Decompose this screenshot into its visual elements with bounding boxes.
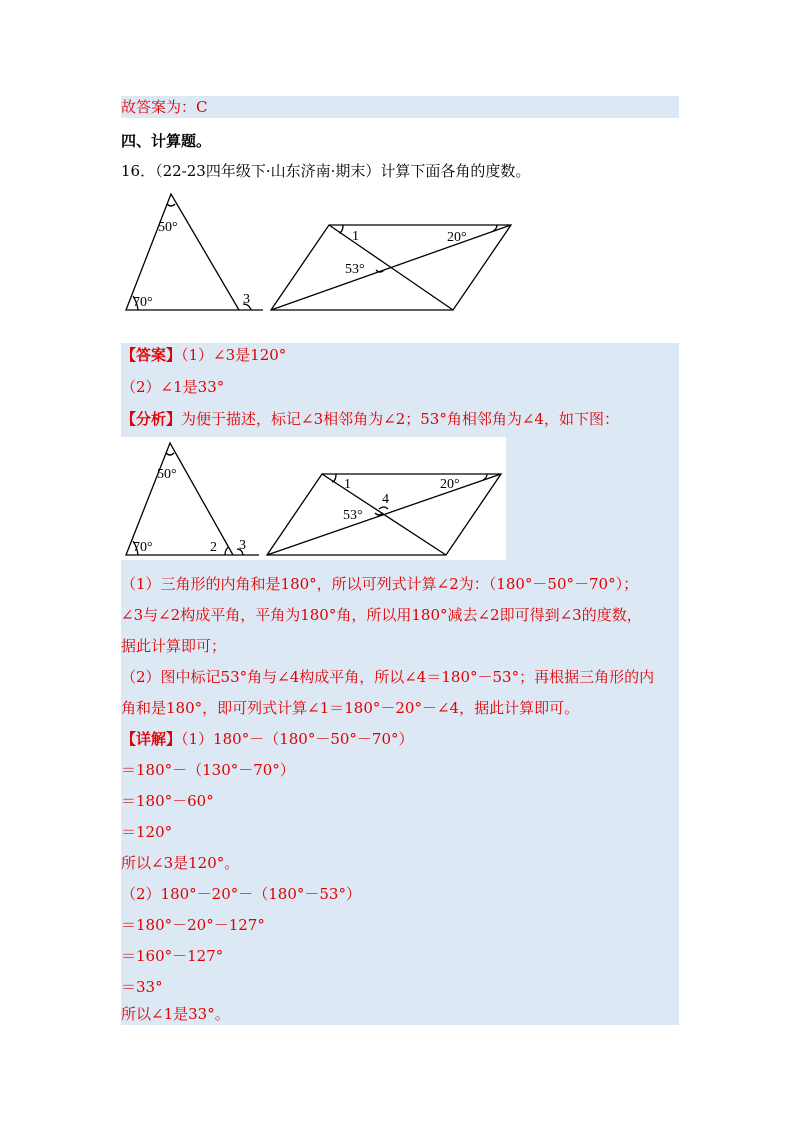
prev-answer: 故答案为：C	[121, 98, 208, 116]
analysis-figure	[121, 437, 506, 560]
analysis-p1-l2: ∠3与∠2构成平角，平角为180°角，所以用180°减去∠2即可得到∠3的度数，	[121, 606, 642, 624]
label-50: 50°	[157, 467, 177, 482]
analysis-p2-l1: （2）图中标记53°角与∠4构成平角，所以∠4＝180°－53°；再根据三角形的内	[121, 668, 655, 686]
analysis-p1-l3: 据此计算即可；	[121, 637, 227, 655]
triangle	[126, 194, 239, 310]
label-1: 1	[344, 477, 351, 492]
label-70: 70°	[133, 540, 153, 555]
detail-s1-0: （1）180°－（180°－50°－70°）	[181, 730, 414, 748]
detail-s1-3: ＝120°	[121, 823, 173, 841]
angle-arc-53	[375, 513, 383, 515]
detail-s2-1: ＝180°－20°－127°	[121, 916, 265, 934]
label-53: 53°	[343, 508, 363, 523]
triangle	[126, 443, 233, 555]
label-53: 53°	[345, 262, 365, 277]
detail-tag: 【详解】	[121, 730, 182, 748]
label-50: 50°	[158, 220, 178, 235]
label-20: 20°	[447, 230, 467, 245]
answer-line1	[121, 345, 286, 365]
question-number: 16．	[121, 162, 156, 180]
answer-tag: 【答案】	[121, 346, 182, 364]
analysis-tag: 【分析】	[121, 410, 182, 428]
angle-arc-top	[167, 204, 175, 206]
detail-s1-1: ＝180°－（130°－70°）	[121, 761, 295, 779]
detail-s2-3: ＝33°	[121, 978, 163, 996]
question-line	[121, 161, 530, 181]
answer-line2: （2）∠1是33°	[121, 378, 225, 396]
label-20: 20°	[440, 477, 460, 492]
label-3: 3	[243, 292, 250, 307]
analysis-p2-l2: 角和是180°，即可列式计算∠1＝180°－20°－∠4，据此计算即可。	[121, 699, 580, 717]
detail-s1-2: ＝180°－60°	[121, 792, 214, 810]
angle-arc-top	[166, 453, 174, 455]
detail-s2-2: ＝160°－127°	[121, 947, 224, 965]
label-3: 3	[239, 538, 246, 553]
diagonal-b	[271, 225, 511, 310]
detail-s2-0: （2）180°－20°－（180°－53°）	[121, 885, 361, 903]
angle-arc-4	[379, 507, 388, 509]
label-1: 1	[352, 229, 359, 244]
analysis-intro-line	[121, 409, 619, 429]
diagonal-b	[267, 474, 501, 555]
question-text: 计算下面各角的度数。	[380, 162, 531, 180]
label-70: 70°	[133, 295, 153, 310]
analysis-p1-l1: （1）三角形的内角和是180°，所以可列式计算∠2为：（180°－50°－70°）；	[121, 575, 639, 593]
label-4: 4	[382, 492, 389, 507]
section-title: 四、计算题。	[121, 132, 212, 150]
analysis-intro: 为便于描述，标记∠3相邻角为∠2；53°角相邻角为∠4，如下图：	[181, 410, 619, 428]
question-source: （22-23四年级下·山东济南·期末）	[155, 162, 381, 180]
question-figure	[121, 188, 521, 318]
angle-arc-2	[225, 547, 229, 555]
detail-line-1	[121, 729, 414, 749]
answer-text1: （1）∠3是120°	[181, 346, 287, 364]
label-2: 2	[210, 540, 217, 555]
detail-s1-4: 所以∠3是120°。	[121, 854, 240, 872]
detail-s2-4: 所以∠1是33°。	[121, 1005, 230, 1023]
